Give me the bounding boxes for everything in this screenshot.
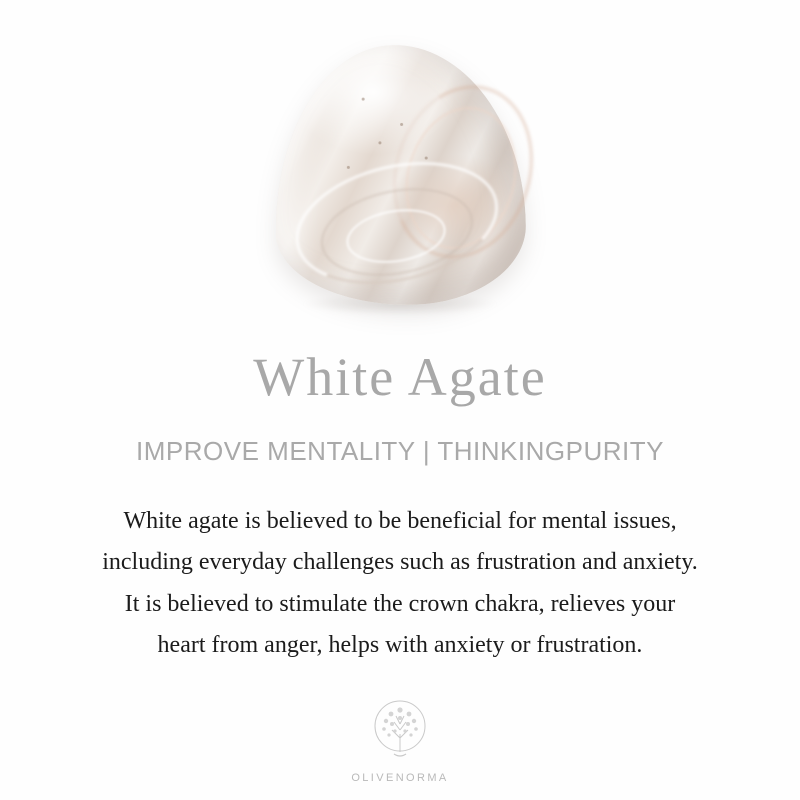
stone-speck-icon — [347, 166, 350, 169]
brand-logo — [0, 694, 800, 784]
stone-band-icon — [372, 68, 554, 276]
stone-band-icon — [313, 176, 480, 288]
description-line: White agate is believed to be beneficial for mental issues, — [123, 508, 677, 534]
stone-image-area — [0, 0, 800, 340]
description-line: heart from anger, helps with anxiety or frustration. — [157, 631, 643, 658]
stone-speck-icon — [378, 141, 381, 144]
stone-speck-icon — [362, 98, 365, 101]
stone-band-icon — [343, 203, 450, 270]
stone-speck-icon — [425, 157, 428, 160]
stone-band-icon — [390, 94, 532, 261]
description-line: including everyday challenges such as frustration and anxiety. — [102, 549, 698, 576]
brand-name: OLIVENORMA — [351, 772, 449, 784]
product-description — [20, 501, 780, 666]
description-line: It is believed to stimulate the crown chakra, relieves your — [124, 590, 676, 617]
white-agate-stone-image — [275, 45, 525, 305]
product-subtitle: IMPROVE MENTALITY | THINKINGPURITY — [136, 436, 664, 466]
stone-body — [273, 43, 527, 307]
tree-of-life-icon — [364, 694, 436, 770]
stone-speck-icon — [400, 123, 403, 126]
stone-band-icon — [283, 143, 510, 302]
page-title: White Agate — [253, 347, 547, 407]
